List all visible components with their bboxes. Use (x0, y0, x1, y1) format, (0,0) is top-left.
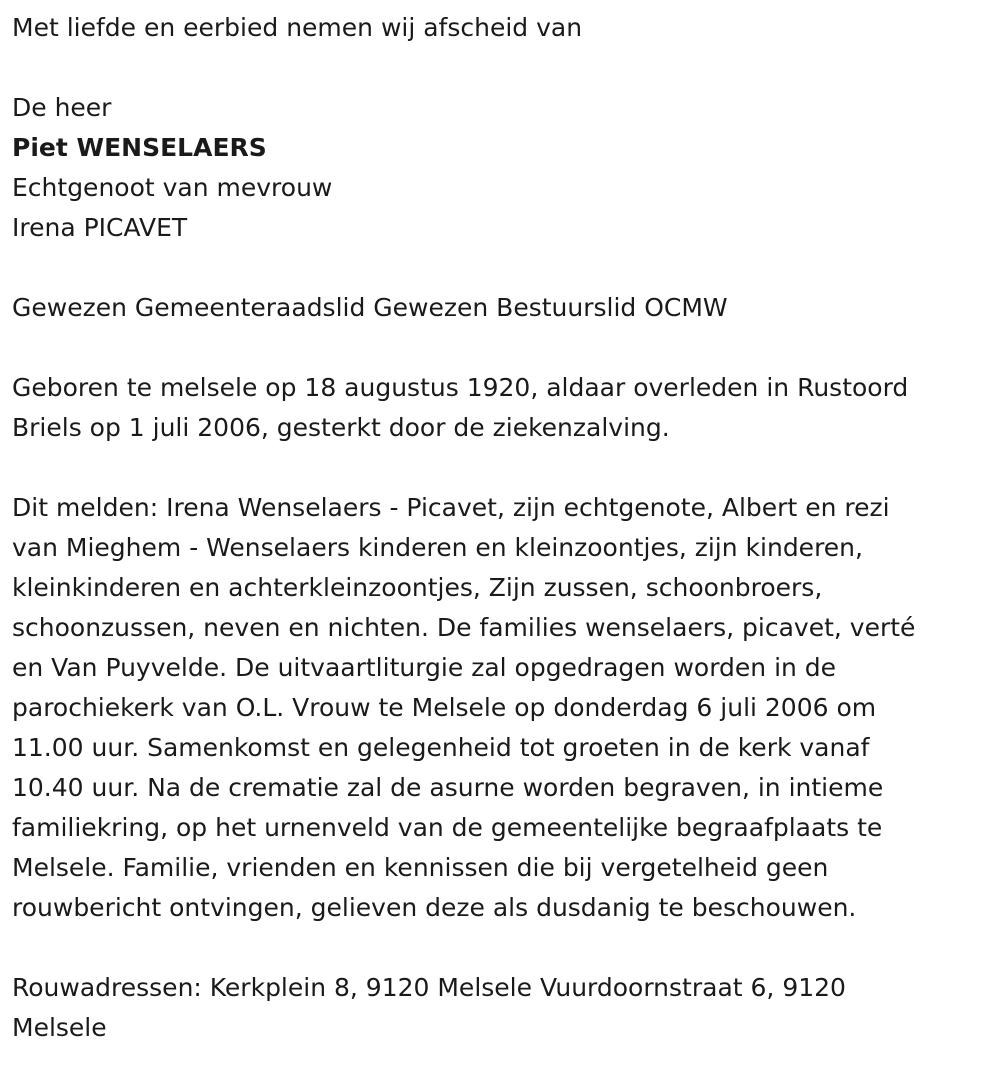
spacer (12, 928, 972, 968)
spacer (12, 48, 972, 88)
text-line: Dit melden: Irena Wenselaers - Picavet, zijn echtgenote, Albert en rezi (12, 493, 890, 522)
text-line: van Mieghem - Wenselaers kinderen en kleinzoontjes, zijn kinderen, (12, 533, 863, 562)
text-line: schoonzussen, neven en nichten. De families wenselaers, picavet, verté (12, 613, 916, 642)
announcement-paragraph (12, 488, 972, 928)
text-line: Briels op 1 juli 2006, gesterkt door de ziekenzalving. (12, 413, 670, 442)
text-line: en Van Puyvelde. De uitvaartliturgie zal opgedragen worden in de (12, 653, 837, 682)
text-line: Geboren te melsele op 18 augustus 1920, aldaar overleden in Rustoord (12, 373, 909, 402)
text-line: 11.00 uur. Samenkomst en gelegenheid tot groeten in de kerk vanaf (12, 733, 870, 762)
addresses-paragraph (12, 968, 972, 1048)
spouse-label: Echtgenoot van mevrouw (12, 173, 333, 202)
death-notice (12, 8, 972, 1048)
text-line: Rouwadressen: Kerkplein 8, 9120 Melsele Vuurdoornstraat 6, 9120 (12, 973, 846, 1002)
spacer (12, 448, 972, 488)
text-line: 10.40 uur. Na de crematie zal de asurne worden begraven, in intieme (12, 773, 884, 802)
text-line: Melsele. Familie, vrienden en kennissen die bij vergetelheid geen (12, 853, 829, 882)
deceased-name: Piet WENSELAERS (12, 133, 267, 162)
text-line: kleinkinderen en achterkleinzoontjes, Zijn zussen, schoonbroers, (12, 573, 823, 602)
intro-line: Met liefde en eerbied nemen wij afscheid van (12, 13, 583, 42)
spacer (12, 328, 972, 368)
spacer (12, 248, 972, 288)
text-line: rouwbericht ontvingen, gelieven deze als dusdanig te beschouwen. (12, 893, 857, 922)
salutation: De heer (12, 93, 112, 122)
birth-death-paragraph (12, 368, 972, 448)
spouse-name: Irena PICAVET (12, 213, 188, 242)
text-line: Melsele (12, 1013, 107, 1042)
text-line: familiekring, op het urnenveld van de gemeentelijke begraafplaats te (12, 813, 883, 842)
text-line: parochiekerk van O.L. Vrouw te Melsele op donderdag 6 juli 2006 om (12, 693, 877, 722)
former-functions: Gewezen Gemeenteraadslid Gewezen Bestuurslid OCMW (12, 293, 728, 322)
